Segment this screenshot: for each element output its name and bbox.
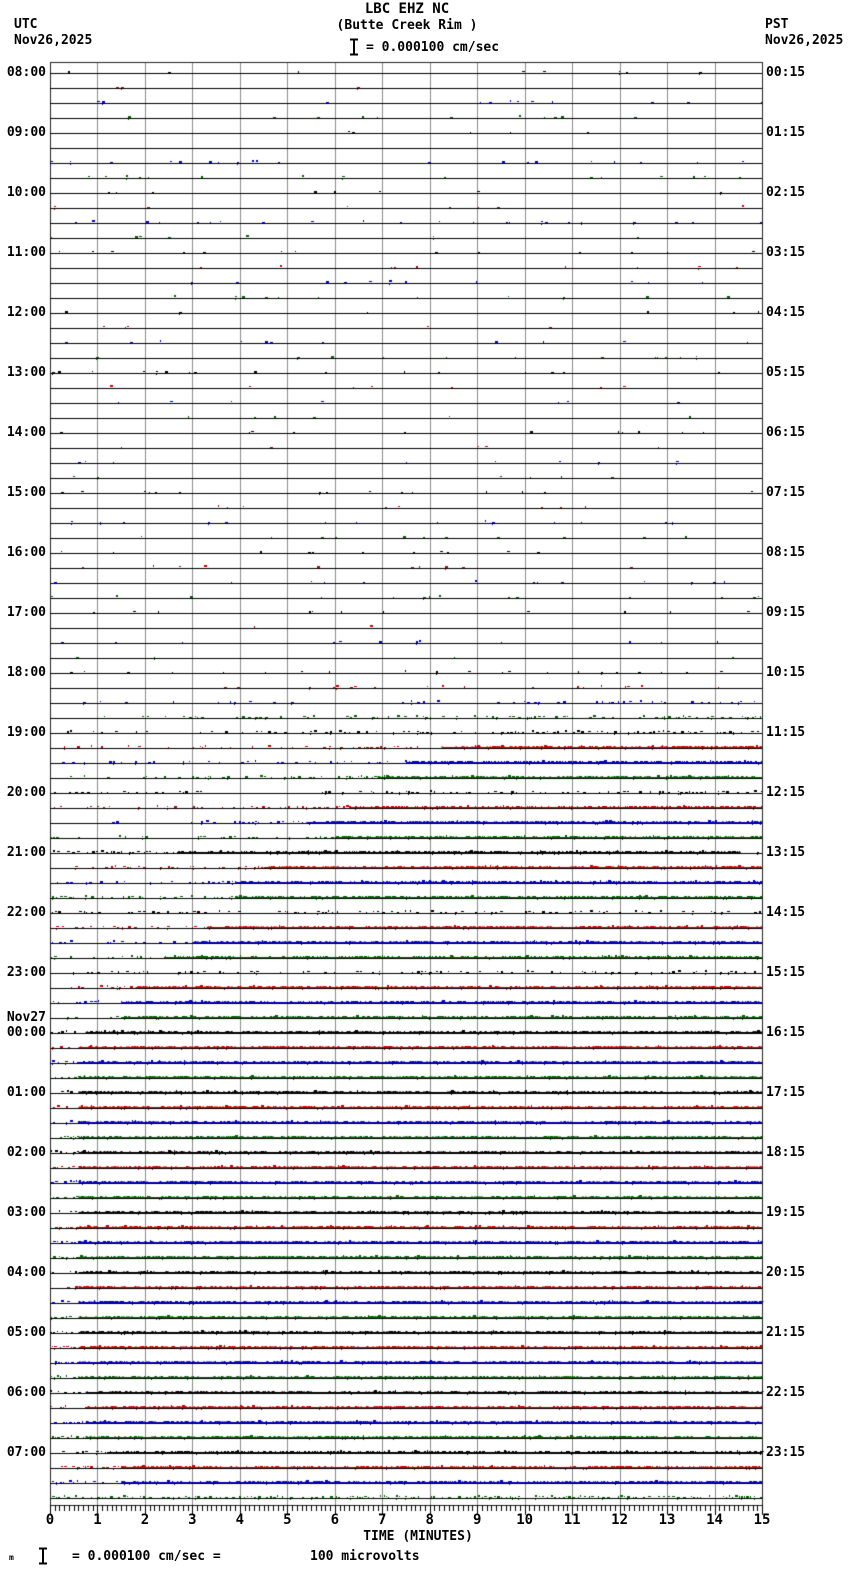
pst-time-label: 04:15 (766, 305, 806, 320)
x-tick-label: 5 (283, 1512, 292, 1528)
pst-time-label: 17:15 (766, 1085, 806, 1100)
utc-time-label: 11:00 (6, 245, 46, 260)
pst-time-label: 21:15 (766, 1325, 806, 1340)
pst-time-label: 14:15 (766, 905, 806, 920)
x-tick-label: 7 (378, 1512, 387, 1528)
utc-time-label: 05:00 (6, 1325, 46, 1340)
utc-time-label: 19:00 (6, 725, 46, 740)
x-tick-label: 6 (330, 1512, 340, 1528)
pst-time-label: 16:15 (766, 1025, 806, 1040)
utc-time-label: 15:00 (6, 485, 46, 500)
utc-time-label: 20:00 (6, 785, 46, 800)
utc-time-label: 01:00 (6, 1085, 46, 1100)
x-tick-label: 13 (658, 1512, 676, 1528)
station-subtitle: (Butte Creek Rim ) (336, 18, 478, 33)
pst-time-label: 23:15 (766, 1445, 806, 1460)
scale-text: = 0.000100 cm/sec (366, 40, 500, 55)
footer-ibeam-icon (38, 1547, 48, 1565)
pst-time-label: 18:15 (766, 1145, 806, 1160)
footer-prefix-glyph: m (9, 1553, 14, 1562)
pst-time-label: 12:15 (766, 785, 806, 800)
pst-time-label: 08:15 (766, 545, 806, 560)
utc-time-label: 17:00 (6, 605, 46, 620)
pst-time-label: 13:15 (766, 845, 806, 860)
utc-time-label: 21:00 (6, 845, 46, 860)
x-tick-label: 3 (188, 1512, 197, 1528)
pst-time-label: 19:15 (766, 1205, 806, 1220)
utc-time-label: 03:00 (6, 1205, 46, 1220)
x-tick-label: 4 (235, 1512, 245, 1528)
x-tick-label: 11 (563, 1512, 581, 1528)
utc-time-label: 10:00 (6, 185, 46, 200)
pst-time-label: 02:15 (766, 185, 806, 200)
utc-time-label: 06:00 (6, 1385, 46, 1400)
station-title: LBC EHZ NC (364, 1, 450, 17)
utc-time-label: 09:00 (6, 125, 46, 140)
utc-time-label: 18:00 (6, 665, 46, 680)
utc-timezone-label: UTC (14, 17, 38, 32)
utc-time-label: 02:00 (6, 1145, 46, 1160)
pst-time-label: 20:15 (766, 1265, 806, 1280)
utc-time-label: 12:00 (6, 305, 46, 320)
x-axis-label: TIME (MINUTES) (363, 1529, 473, 1544)
x-tick-label: 8 (425, 1512, 434, 1528)
pst-time-label: 07:15 (766, 485, 806, 500)
pst-date: Nov26,2025 (765, 33, 844, 48)
utc-time-label: 00:00 (6, 1025, 46, 1040)
utc-time-label: 14:00 (6, 425, 46, 440)
utc-time-label: 08:00 (6, 65, 46, 80)
utc-time-label: 04:00 (6, 1265, 46, 1280)
utc-time-label: 23:00 (6, 965, 46, 980)
x-tick-label: 10 (516, 1512, 534, 1528)
utc-time-label: Nov27 (6, 1010, 46, 1025)
x-tick-label: 1 (93, 1512, 102, 1528)
scale-ibeam-icon (349, 38, 359, 56)
utc-time-label: 13:00 (6, 365, 46, 380)
x-tick-label: 0 (45, 1512, 55, 1528)
x-tick-label: 2 (140, 1512, 150, 1528)
pst-time-label: 05:15 (766, 365, 806, 380)
utc-time-label: 22:00 (6, 905, 46, 920)
x-tick-label: 9 (472, 1512, 482, 1528)
footer-scale-text: = 0.000100 cm/sec = (72, 1549, 221, 1564)
utc-time-label: 07:00 (6, 1445, 46, 1460)
pst-time-label: 03:15 (766, 245, 806, 260)
pst-time-label: 10:15 (766, 665, 806, 680)
utc-date: Nov26,2025 (14, 33, 93, 48)
pst-time-label: 11:15 (766, 725, 806, 740)
pst-time-label: 00:15 (766, 65, 806, 80)
footer-value-text: 100 microvolts (310, 1549, 420, 1564)
pst-time-label: 09:15 (766, 605, 806, 620)
x-tick-label: 12 (611, 1512, 629, 1528)
x-tick-label: 14 (706, 1512, 723, 1528)
pst-timezone-label: PST (765, 17, 789, 32)
pst-time-label: 01:15 (766, 125, 806, 140)
pst-time-label: 06:15 (766, 425, 806, 440)
utc-time-label: 16:00 (6, 545, 46, 560)
pst-time-label: 22:15 (766, 1385, 806, 1400)
pst-time-label: 15:15 (766, 965, 806, 980)
x-tick-label: 15 (753, 1512, 771, 1528)
